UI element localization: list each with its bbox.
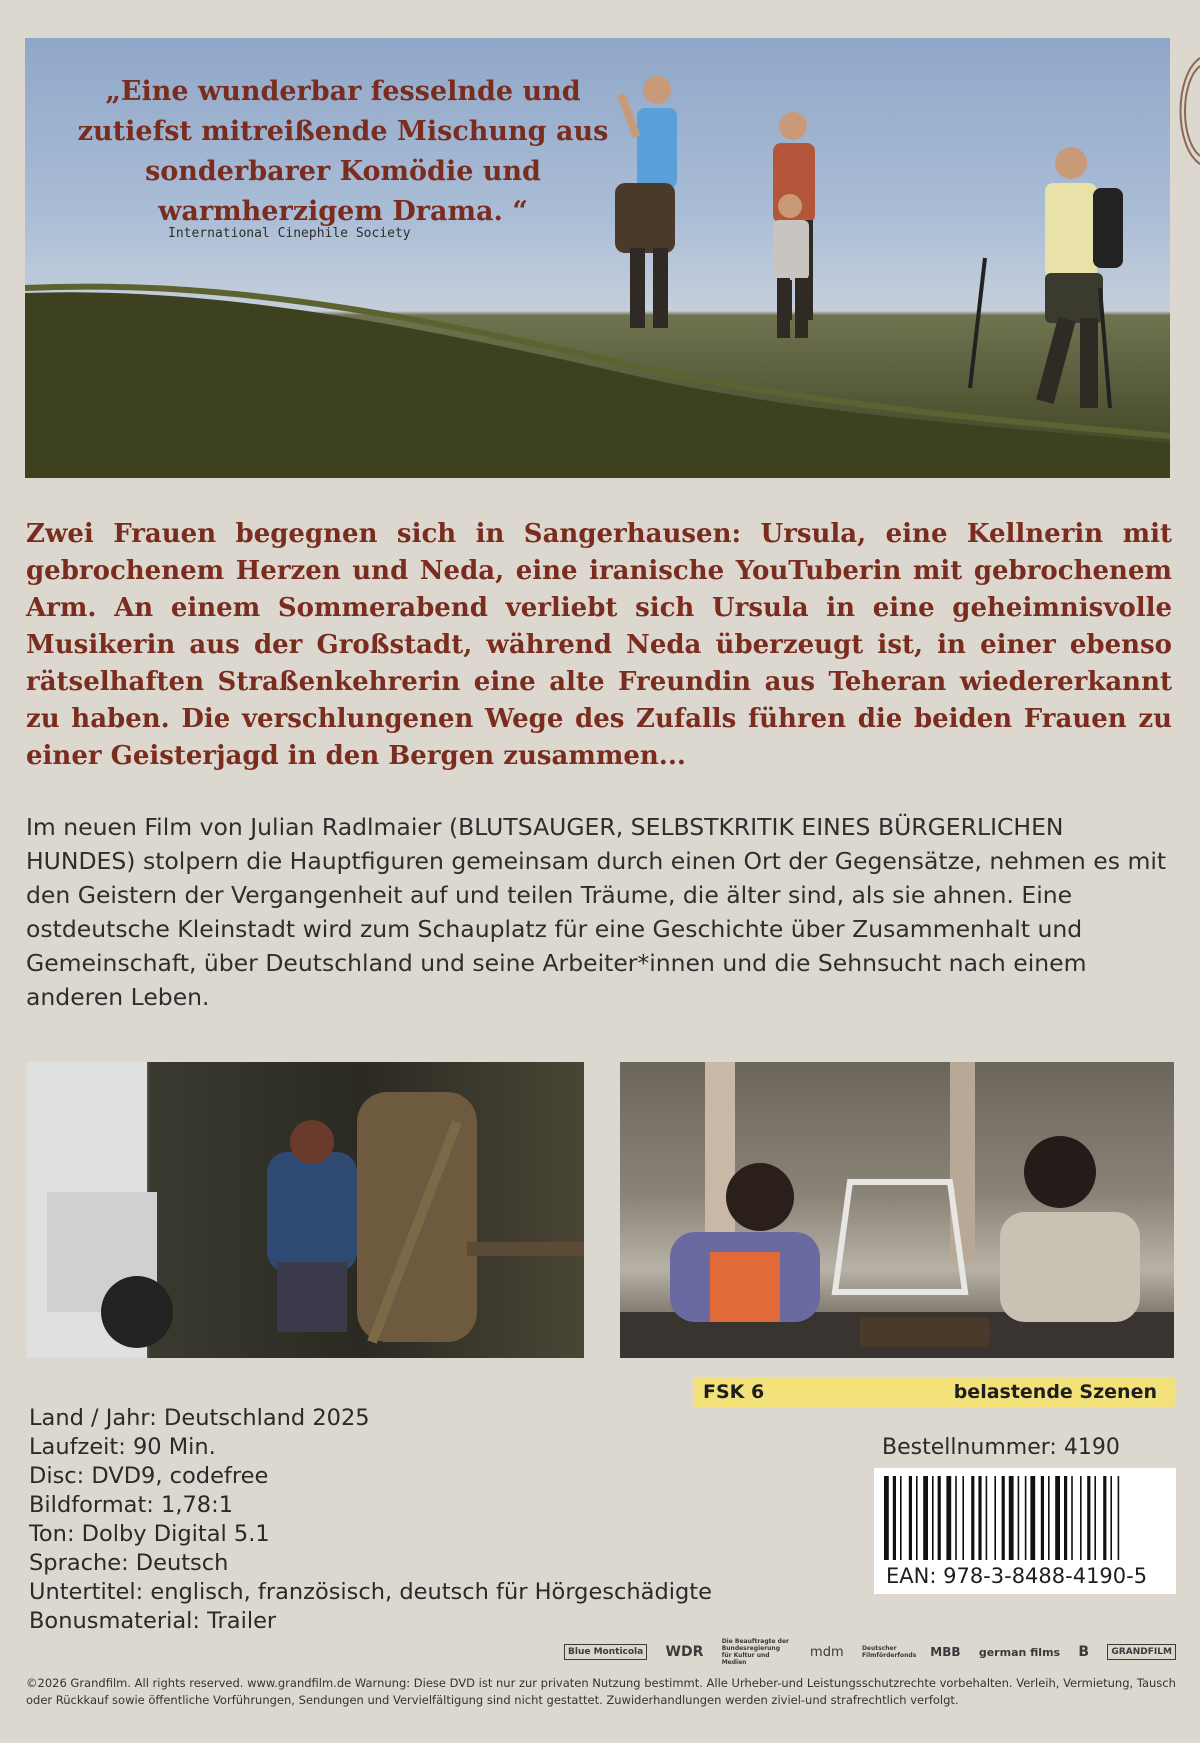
hero-photo <box>25 38 1170 478</box>
spec-aspect: Bildformat: 1,78:1 <box>29 1492 234 1518</box>
synopsis-lead: Zwei Frauen begegnen sich in Sangerhausen: Ursula, eine Kellnerin mit gebrochenem Herzen und Neda, eine iranische YouTuberin mit gebrochenem Arm. An einem Sommerabend verliebt sich Ursula in eine geheimnisvolle Musikerin aus der Großstadt, während Neda überzeugt ist, in einer ebenso rätselhaften Straßenkehrerin eine alte Freundin aus Teheran wiedererkannt zu haben. Die verschlungenen Wege des Zufalls führen die beiden Frauen zu einer Geisterjagd in den Bergen zusammen... <box>26 519 1172 771</box>
logo-bkm: Die Beauftragte der Bundesregierung für Kultur und Medien <box>721 1638 789 1666</box>
barcode-bar <box>1025 1476 1027 1560</box>
fsk-label: FSK 6 <box>703 1381 765 1403</box>
barcode-bar <box>932 1476 934 1560</box>
film-still-right <box>620 1062 1174 1358</box>
barcode-bar <box>1087 1476 1090 1560</box>
barcode-bar <box>1071 1476 1073 1560</box>
barcode-bars <box>884 1476 1166 1560</box>
spec-country-year: Land / Jahr: Deutschland 2025 <box>29 1405 370 1431</box>
barcode-bar <box>1055 1476 1060 1560</box>
spec-bonus: Bonusmaterial: Trailer <box>29 1608 277 1634</box>
barcode-bar <box>1103 1476 1106 1560</box>
logo-b: B <box>1078 1644 1090 1660</box>
logo-mdm: mdm <box>810 1644 844 1660</box>
barcode-bar <box>986 1476 988 1560</box>
barcode-bar <box>955 1476 957 1560</box>
still-left-illustration <box>27 1062 584 1358</box>
barcode-bar <box>884 1476 889 1560</box>
logo-blue-monticola: Blue Monticola <box>564 1644 647 1660</box>
barcode-bar <box>1064 1476 1067 1560</box>
barcode-bar <box>978 1476 981 1560</box>
barcode-bar <box>971 1476 974 1560</box>
decorative-arc <box>1170 56 1200 166</box>
partner-logos <box>564 1636 1176 1668</box>
logo-german-films: german films <box>978 1645 1061 1659</box>
spec-audio: Ton: Dolby Digital 5.1 <box>29 1521 270 1547</box>
barcode-bar <box>1018 1476 1020 1560</box>
film-still-left <box>27 1062 584 1358</box>
logo-grandfilm: GRANDFILM <box>1107 1644 1175 1660</box>
barcode-bar <box>1041 1476 1044 1560</box>
barcode-bar <box>1110 1476 1112 1560</box>
barcode-bar <box>893 1476 896 1560</box>
press-quote: „Eine wunderbar fesselnde und zutiefst mitreißende Mischung aus sonderbarer Komödie und warmherzigem Drama. “ <box>77 76 609 227</box>
barcode-bar <box>900 1476 902 1560</box>
synopsis-body: Im neuen Film von Julian Radlmaier (BLUTSAUGER, SELBSTKRITIK EINES BÜRGERLICHEN HUNDES) stolpern die Hauptfiguren gemeinsam durch einen Ort der Gegensätze, nehmen es mit den Geistern der Vergangenheit auf und teilen Träume, die älter sind, als sie ahnen. Eine ostdeutsche Kleinstadt wird zum Schauplatz für eine Geschichte über Zusammenhalt und Gemeinschaft, über Deutschland und seine Arbeiter*innen und die Sehnsucht nach einem anderen Leben. <box>26 813 1167 1011</box>
barcode-bar <box>923 1476 928 1560</box>
barcode <box>874 1468 1176 1594</box>
technical-specs <box>29 1404 712 1636</box>
barcode-bar <box>938 1476 941 1560</box>
barcode-bar <box>962 1476 964 1560</box>
logo-mbb: MBB <box>930 1645 961 1659</box>
spec-runtime: Laufzeit: 90 Min. <box>29 1434 216 1460</box>
spec-subtitles: Untertitel: englisch, französisch, deutsch für Hörgeschädigte <box>29 1579 712 1605</box>
barcode-bar <box>1009 1476 1014 1560</box>
fsk-reason: belastende Szenen <box>953 1381 1157 1403</box>
fsk-rating-bar <box>693 1377 1175 1407</box>
still-right-illustration <box>620 1062 1174 1358</box>
ean-number: EAN: 978-3-8488-4190-5 <box>886 1564 1148 1588</box>
barcode-bar <box>916 1476 918 1560</box>
barcode-bar <box>994 1476 996 1560</box>
barcode-bar <box>1048 1476 1050 1560</box>
logo-wdr: WDR <box>665 1644 704 1660</box>
spec-language: Sprache: Deutsch <box>29 1550 229 1576</box>
barcode-bar <box>1080 1476 1082 1560</box>
barcode-bar <box>1094 1476 1096 1560</box>
logo-dfff: Deutscher Filmförderfonds <box>861 1645 917 1659</box>
barcode-bar <box>1030 1476 1035 1560</box>
spec-disc: Disc: DVD9, codefree <box>29 1463 269 1489</box>
quote-source: International Cinephile Society <box>168 226 411 241</box>
legal-footer: ©2026 Grandfilm. All rights reserved. www.grandfilm.de Warnung: Diese DVD ist nur zur privaten Nutzung bestimmt. Alle Urheber-und Leistungsschutzrechte vorbehalten. Verleih, Vermietung, Tausch oder Rückkauf sowie öffentliche Vorführungen, Sendungen und Vervielfältigung sind nicht gestattet. Zuwiderhandlungen werden ziviel-und strafrechtlich verfolgt. <box>26 1676 1176 1707</box>
barcode-bar <box>909 1476 912 1560</box>
barcode-bar <box>1002 1476 1005 1560</box>
order-number: Bestellnummer: 4190 <box>882 1435 1120 1460</box>
barcode-bar <box>946 1476 951 1560</box>
barcode-bar <box>1118 1476 1120 1560</box>
